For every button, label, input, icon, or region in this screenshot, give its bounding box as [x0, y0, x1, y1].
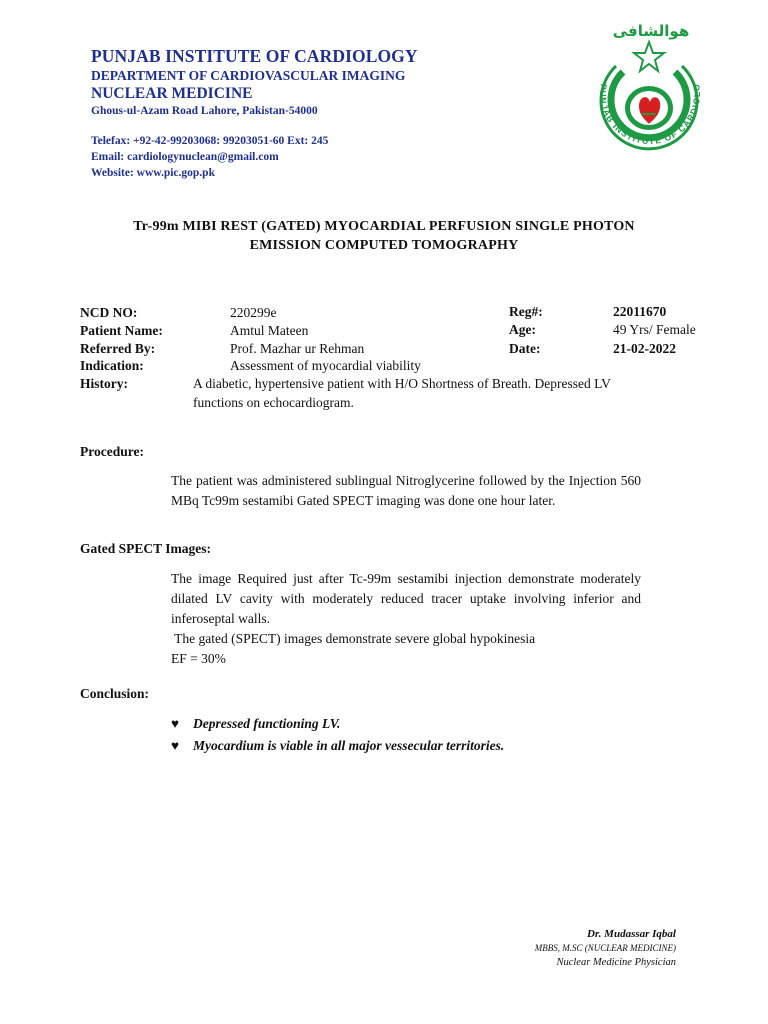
reg-label: Reg#:: [509, 304, 543, 319]
report-title-line2: EMISSION COMPUTED TOMOGRAPHY: [249, 238, 519, 253]
patient-name-value: Amtul Mateen: [230, 323, 309, 338]
age-value: 49 Yrs/ Female: [613, 322, 696, 337]
age-label: Age:: [509, 322, 536, 337]
report-title-line1: Tr-99m MIBI REST (GATED) MYOCARDIAL PERFUSION SINGLE PHOTON: [133, 219, 635, 234]
procedure-paragraph: The patient was administered sublingual Nitroglycerine followed by the Injection 560 MBq Tc99m sestamibi Gated SPECT imaging was done one hour later.: [171, 473, 641, 508]
history-value-line2: functions on echocardiogram.: [193, 395, 354, 410]
reg-value: 22011670: [613, 304, 667, 319]
heart-icon: ♥: [171, 716, 180, 731]
logo-emblem: [576, 20, 716, 170]
procedure-text: [171, 471, 641, 511]
gated-spect-line2: The gated (SPECT) images demonstrate severe global hypokinesia: [171, 631, 536, 646]
conclusion-heading: Conclusion:: [80, 686, 150, 701]
conclusion-item-text: Myocardium is viable in all major vessecular territories.: [193, 738, 505, 753]
gated-spect-paragraph: The image Required just after Tc-99m sestamibi injection demonstrate moderately dilated LV cavity with moderately reduced tracer uptake involving inferior and inferoseptal walls.: [171, 571, 641, 626]
signature-title: Nuclear Medicine Physician: [556, 957, 676, 968]
ncd-label: NCD NO:: [80, 305, 138, 320]
institute-name: PUNJAB INSTITUTE OF CARDIOLOGY: [91, 46, 418, 66]
referred-by-label: Referred By:: [80, 341, 156, 356]
gated-spect-text: [171, 569, 641, 669]
gated-spect-heading: Gated SPECT Images:: [80, 541, 212, 556]
ejection-fraction: EF = 30%: [171, 651, 226, 666]
email: Email: cardiologynuclean@gmail.com: [91, 151, 279, 163]
patient-name-label: Patient Name:: [80, 323, 163, 338]
heart-icon: ♥: [171, 738, 180, 753]
referred-by-value: Prof. Mazhar ur Rehman: [230, 341, 365, 356]
ncd-value: 220299e: [230, 305, 277, 320]
conclusion-item-text: Depressed functioning LV.: [193, 716, 341, 731]
history-value-line1: A diabetic, hypertensive patient with H/O Shortness of Breath. Depressed LV: [193, 376, 611, 391]
logo-urdu-text: ھوالشافی: [612, 22, 690, 40]
procedure-heading: Procedure:: [80, 444, 144, 459]
website: Website: www.pic.gop.pk: [91, 167, 215, 179]
indication-value: Assessment of myocardial viability: [230, 358, 421, 373]
logo-ring-text: PUNJAB INSTITUTE OF CARDIOLO: [597, 82, 703, 147]
indication-label: Indication:: [80, 358, 144, 373]
conclusion-item: [171, 738, 504, 754]
address: Ghous-ul-Azam Road Lahore, Pakistan-54000: [91, 105, 318, 117]
signature-qualification: MBBS, M.SC (NUCLEAR MEDICINE): [534, 943, 676, 953]
department-name: DEPARTMENT OF CARDIOVASCULAR IMAGING: [91, 68, 406, 83]
signature-name: Dr. Mudassar Iqbal: [587, 928, 676, 940]
telefax: Telefax: +92-42-99203068: 99203051-60 Ext: 245: [91, 135, 329, 147]
division-name: NUCLEAR MEDICINE: [91, 85, 253, 102]
date-value: 21-02-2022: [613, 341, 676, 356]
date-label: Date:: [509, 341, 541, 356]
institute-logo: [576, 20, 716, 170]
history-label: History:: [80, 376, 128, 391]
conclusion-item: [171, 716, 340, 732]
